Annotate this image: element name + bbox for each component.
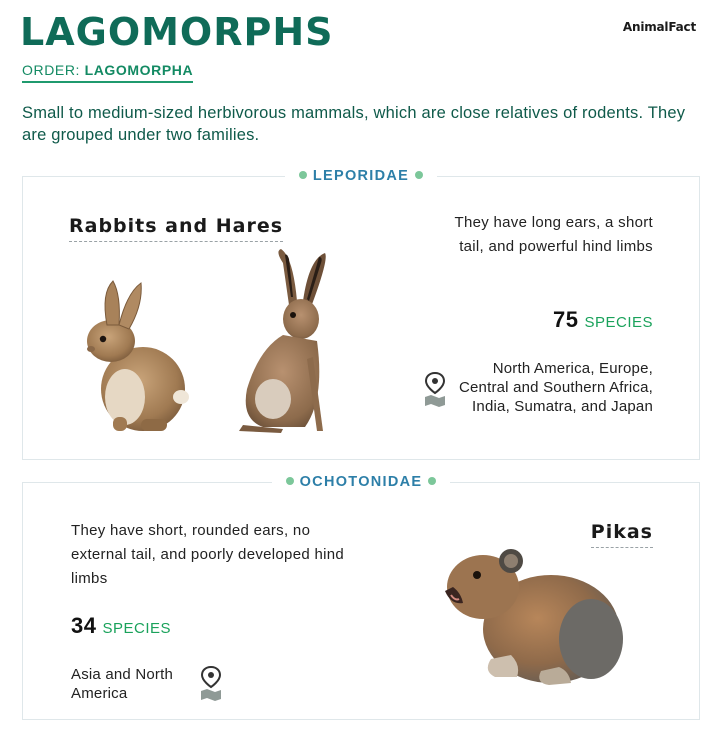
- hare-illustration: [213, 249, 343, 444]
- intro-text: Small to medium-sized herbivorous mammals, which are close relatives of rodents. They are grouped under two families.: [22, 104, 686, 144]
- family-name: LEPORIDAE: [312, 168, 410, 184]
- order-line: [22, 62, 193, 83]
- dot-icon: [299, 171, 307, 179]
- species-number: 34: [71, 613, 97, 638]
- family-name: OCHOTONIDAE: [299, 474, 423, 490]
- species-number: 75: [552, 307, 579, 332]
- map-pin-icon: [199, 665, 223, 701]
- family-heading: Pikas: [591, 521, 653, 548]
- dot-icon: [428, 477, 436, 485]
- ochotonidae-card: [22, 474, 700, 720]
- leporidae-card: [22, 168, 700, 460]
- family-description: They have long ears, a short tail, and powerful hind limbs: [454, 214, 653, 255]
- family-label: [23, 473, 699, 491]
- pika-illustration: [431, 531, 631, 691]
- range-text: North America, Europe, Central and Southern Africa, India, Sumatra, and Japan: [458, 360, 653, 415]
- dot-icon: [415, 171, 423, 179]
- order-label: ORDER:: [22, 62, 81, 78]
- species-label: SPECIES: [584, 314, 653, 331]
- species-label: SPECIES: [102, 620, 172, 637]
- dot-icon: [286, 477, 294, 485]
- range-text: Asia and North America: [71, 666, 174, 702]
- species-count: [553, 307, 653, 333]
- brand-logo: AnimalFact: [622, 20, 696, 34]
- map-pin-icon: [423, 371, 447, 407]
- species-count: [71, 613, 171, 639]
- order-value: LAGOMORPHA: [84, 62, 194, 78]
- family-label: [23, 167, 699, 185]
- family-heading: Rabbits and Hares: [69, 215, 283, 242]
- family-description: They have short, rounded ears, no external tail, and poorly developed hind limbs: [71, 522, 345, 587]
- page-title: LAGOMORPHS: [20, 10, 334, 54]
- rabbit-illustration: [63, 269, 193, 439]
